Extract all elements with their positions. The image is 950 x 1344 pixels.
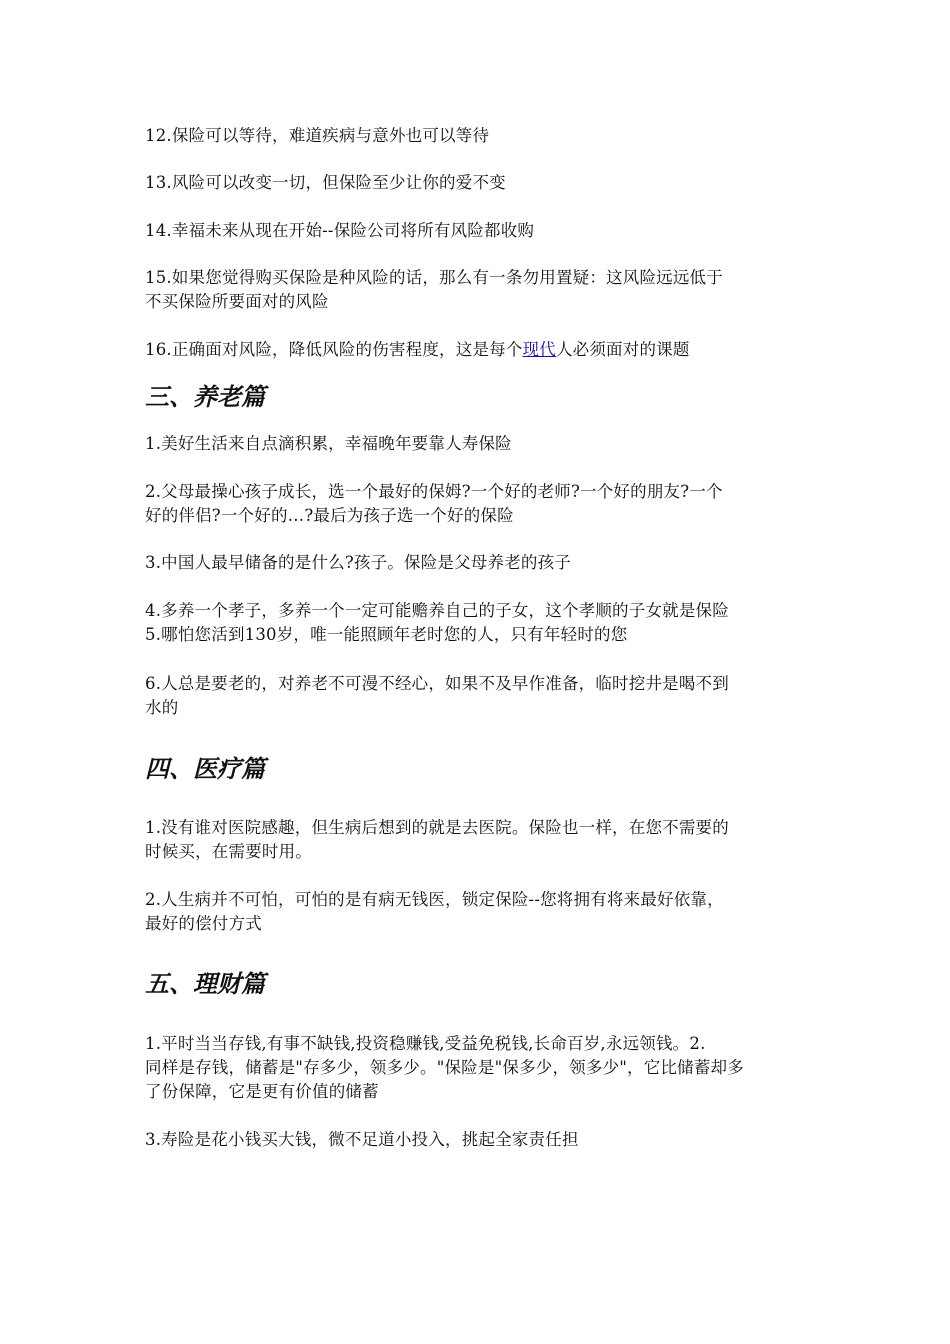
- list-item: [145, 124, 810, 148]
- medical-item-2-line1: 2.人生病并不可怕，可怕的是有病无钱医，锁定保险--您将拥有将来最好依靠，: [145, 890, 724, 909]
- modern-link[interactable]: 现代: [522, 340, 556, 359]
- list-item: [145, 432, 810, 456]
- list-item: [145, 551, 810, 575]
- list-item: [145, 672, 810, 720]
- finance-item-1-line2: 同样是存钱，储蓄是"存多少，领多少。"保险是"保多少，领多少"，它比储蓄却多: [145, 1058, 744, 1077]
- item-16-after: 人必须面对的课题: [555, 340, 690, 359]
- finance-item-1-line3: 了份保障，它是更有价值的储蓄: [145, 1082, 379, 1101]
- list-item: [145, 816, 810, 864]
- pension-item-6-line2: 水的: [145, 698, 179, 717]
- section-heading-finance: 五、理财篇: [145, 969, 265, 998]
- list-item: [145, 1032, 810, 1104]
- list-item: [145, 599, 810, 647]
- pension-item-1: 1.美好生活来自点滴积累，幸福晚年要靠人寿保险: [145, 434, 512, 453]
- list-item: [145, 888, 810, 936]
- item-16-text: [145, 338, 810, 362]
- medical-item-1-line2: 时候买，在需要时用。: [145, 842, 312, 861]
- pension-item-6-line1: 6.人总是要老的，对养老不可漫不经心，如果不及早作准备，临时挖井是喝不到: [145, 674, 729, 693]
- section-heading-medical: 四、医疗篇: [145, 754, 265, 783]
- pension-item-5: 5.哪怕您活到130岁，唯一能照顾年老时您的人，只有年轻时的您: [145, 625, 628, 644]
- item-15-line2: 不买保险所要面对的风险: [145, 292, 329, 311]
- finance-item-3: 3.寿险是花小钱买大钱，微不足道小投入，挑起全家责任担: [145, 1130, 579, 1149]
- medical-item-2-line2: 最好的偿付方式: [145, 914, 262, 933]
- medical-item-1-line1: 1.没有谁对医院感趣，但生病后想到的就是去医院。保险也一样，在您不需要的: [145, 818, 729, 837]
- list-item: [145, 266, 810, 314]
- pension-item-2-line2: 好的伴侣?一个好的…?最后为孩子选一个好的保险: [145, 506, 514, 525]
- pension-item-4: 4.多养一个孝子，多养一个一定可能赡养自己的子女，这个孝顺的子女就是保险: [145, 601, 729, 620]
- list-item: [145, 219, 810, 243]
- item-16-before: 16.正确面对风险，降低风险的伤害程度，这是每个: [145, 340, 523, 359]
- finance-item-1-line1: 1.平时当当存钱,有事不缺钱,投资稳赚钱,受益免税钱,长命百岁,永远领钱。2.: [145, 1034, 706, 1053]
- pension-item-2-line1: 2.父母最操心孩子成长，选一个最好的保姆?一个好的老师?一个好的朋友?一个: [145, 482, 723, 501]
- item-14-text: 14.幸福未来从现在开始--保险公司将所有风险都收购: [145, 221, 535, 240]
- section-heading-pension: 三、养老篇: [145, 382, 265, 411]
- item-13-text: 13.风险可以改变一切，但保险至少让你的爱不变: [145, 173, 506, 192]
- list-item: [145, 171, 810, 195]
- list-item: [145, 338, 810, 362]
- pension-item-3: 3.中国人最早储备的是什么?孩子。保险是父母养老的孩子: [145, 553, 571, 572]
- list-item: [145, 1128, 810, 1152]
- item-12-text: 12.保险可以等待，难道疾病与意外也可以等待: [145, 126, 490, 145]
- list-item: [145, 480, 810, 528]
- item-15-line1: 15.如果您觉得购买保险是种风险的话，那么有一条勿用置疑：这风险远远低于: [145, 268, 723, 287]
